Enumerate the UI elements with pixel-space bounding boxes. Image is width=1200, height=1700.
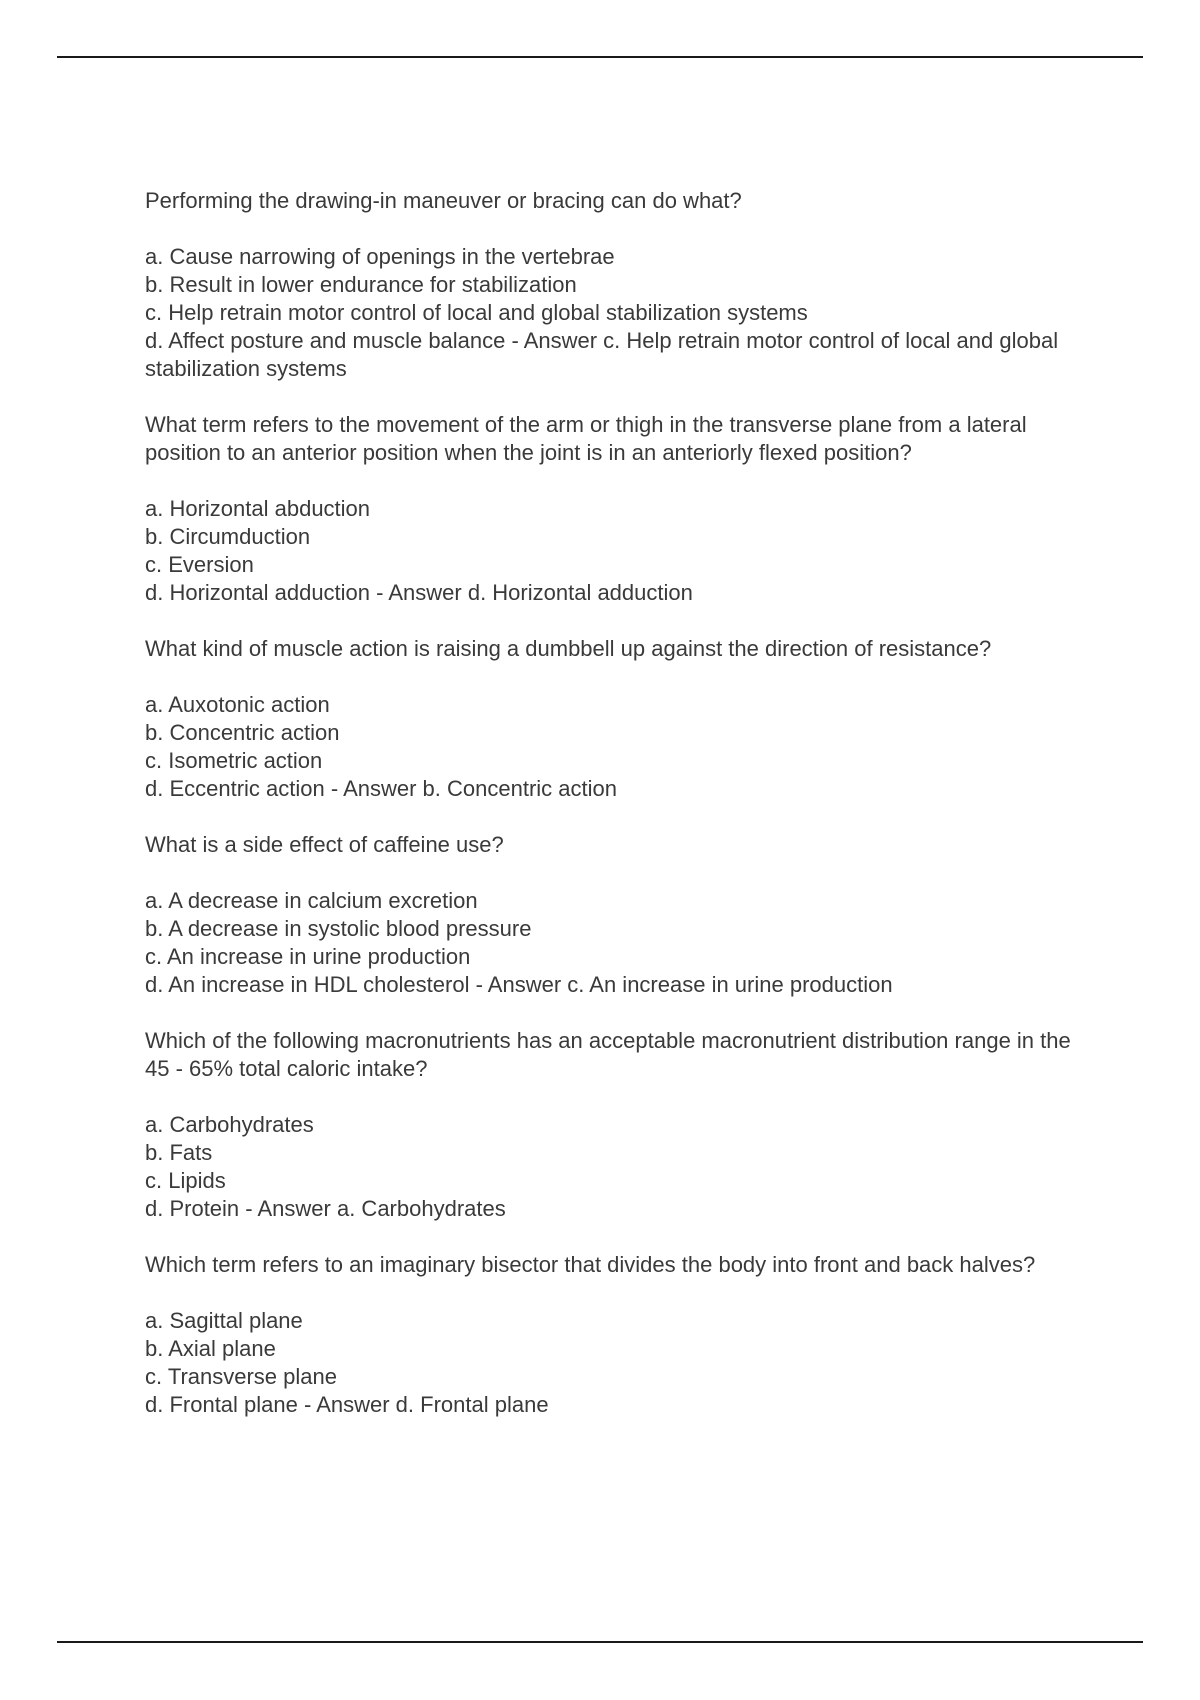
question-block-3	[145, 635, 1095, 803]
option-list	[145, 1111, 1095, 1223]
option-c: c. Transverse plane	[145, 1364, 337, 1389]
option-c: c. An increase in urine production	[145, 944, 471, 969]
option-c: c. Help retrain motor control of local and global stabilization systems	[145, 300, 808, 325]
option-d-with-answer: d. Protein - Answer a. Carbohydrates	[145, 1196, 506, 1221]
option-list	[145, 691, 1095, 803]
option-a: a. Carbohydrates	[145, 1112, 314, 1137]
option-a: a. Sagittal plane	[145, 1308, 303, 1333]
option-b: b. Axial plane	[145, 1336, 276, 1361]
option-d-with-answer: d. Frontal plane - Answer d. Frontal plane	[145, 1392, 549, 1417]
option-list	[145, 1307, 1095, 1419]
option-d-with-answer: d. Horizontal adduction - Answer d. Horizontal adduction	[145, 580, 693, 605]
question-block-5	[145, 1027, 1095, 1223]
option-a: a. Cause narrowing of openings in the vertebrae	[145, 244, 615, 269]
option-d-with-answer: d. Eccentric action - Answer b. Concentric action	[145, 776, 617, 801]
option-c: c. Lipids	[145, 1168, 226, 1193]
option-a: a. Horizontal abduction	[145, 496, 371, 521]
question-block-1	[145, 187, 1095, 383]
option-d-with-answer: d. Affect posture and muscle balance - Answer c. Help retrain motor control of local and global stabilization systems	[145, 328, 1059, 381]
question-text: Which term refers to an imaginary bisector that divides the body into front and back halves?	[145, 1252, 1036, 1277]
document-body	[145, 187, 1095, 1447]
option-b: b. Result in lower endurance for stabilization	[145, 272, 577, 297]
option-list	[145, 887, 1095, 999]
option-b: b. Circumduction	[145, 524, 311, 549]
option-a: a. A decrease in calcium excretion	[145, 888, 478, 913]
question-text: Which of the following macronutrients has an acceptable macronutrient distribution range in the 45 - 65% total caloric intake?	[145, 1028, 1071, 1081]
option-d-with-answer: d. An increase in HDL cholesterol - Answer c. An increase in urine production	[145, 972, 893, 997]
option-list	[145, 243, 1095, 383]
question-block-2	[145, 411, 1095, 607]
question-text: What term refers to the movement of the arm or thigh in the transverse plane from a lateral position to an anterior position when the joint is in an anteriorly flexed position?	[145, 412, 1027, 465]
top-rule	[57, 56, 1143, 58]
question-text: What is a side effect of caffeine use?	[145, 832, 504, 857]
option-list	[145, 495, 1095, 607]
question-text: What kind of muscle action is raising a dumbbell up against the direction of resistance?	[145, 636, 992, 661]
question-block-4	[145, 831, 1095, 999]
option-b: b. Concentric action	[145, 720, 340, 745]
option-b: b. Fats	[145, 1140, 213, 1165]
option-b: b. A decrease in systolic blood pressure	[145, 916, 532, 941]
question-text: Performing the drawing-in maneuver or bracing can do what?	[145, 188, 742, 213]
question-block-6	[145, 1251, 1095, 1419]
option-c: c. Eversion	[145, 552, 254, 577]
option-c: c. Isometric action	[145, 748, 323, 773]
bottom-rule	[57, 1641, 1143, 1643]
option-a: a. Auxotonic action	[145, 692, 330, 717]
